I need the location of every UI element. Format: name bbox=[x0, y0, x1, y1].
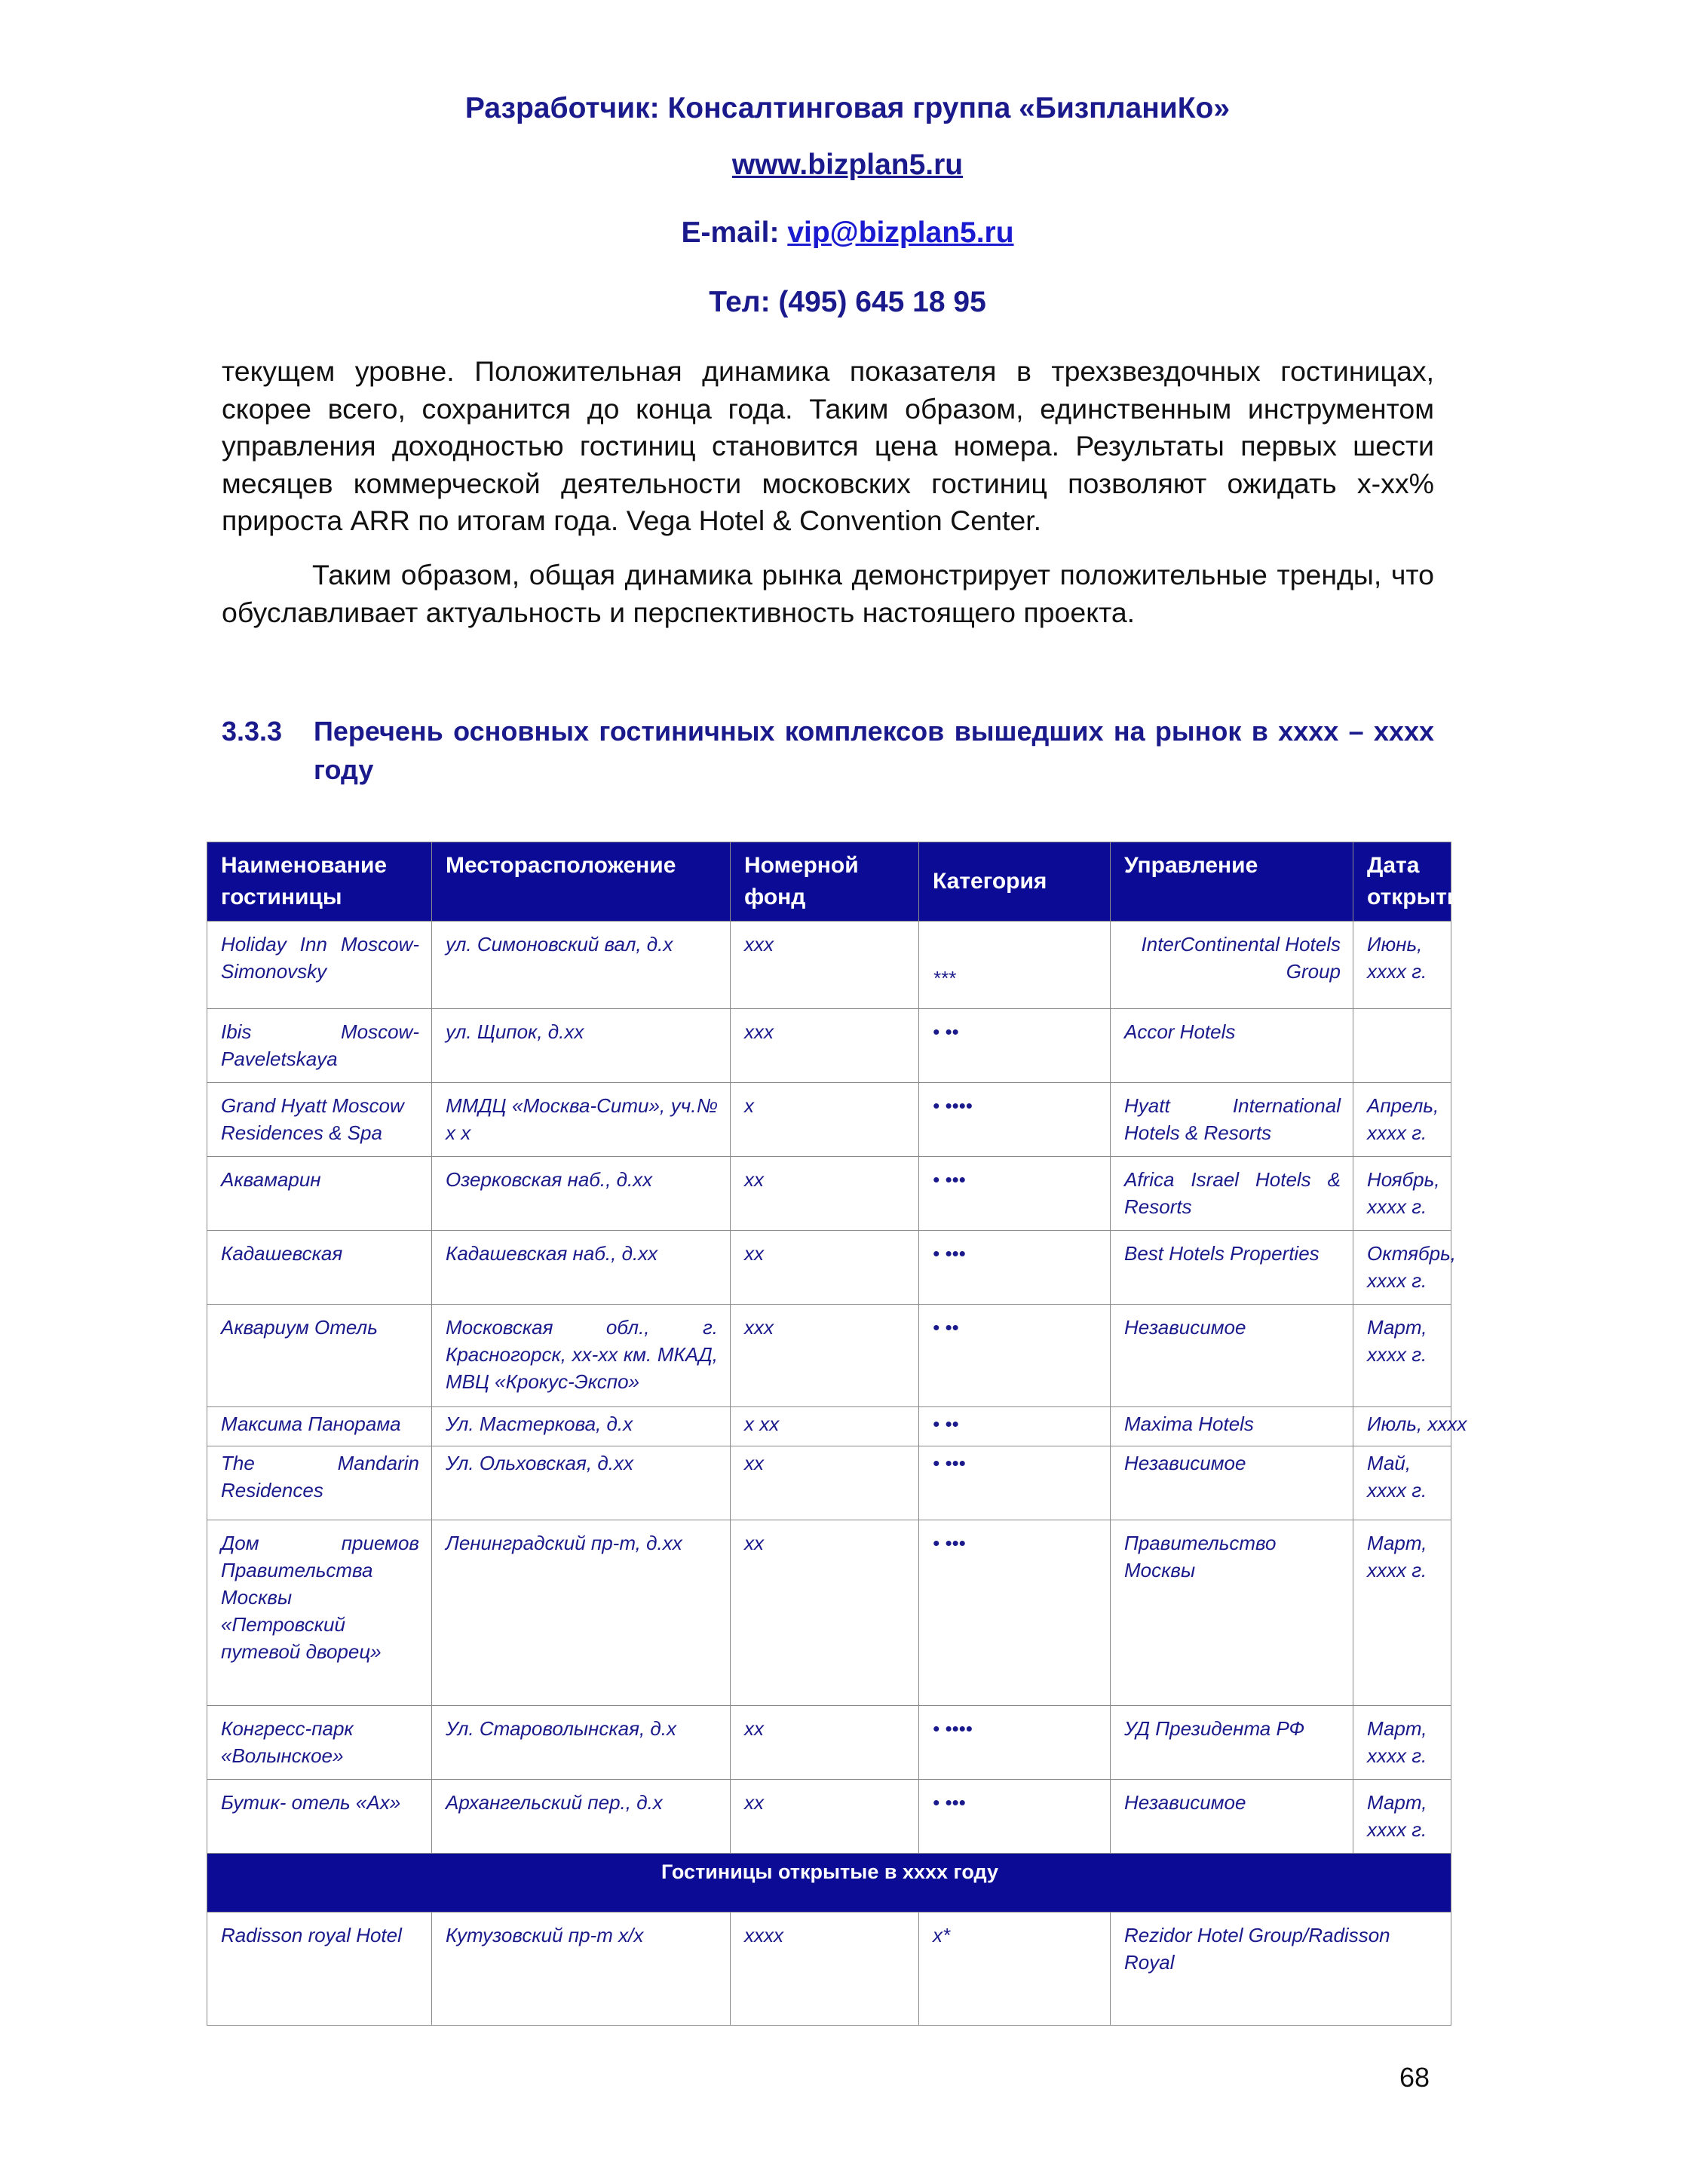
cell-opened bbox=[1353, 1009, 1451, 1083]
email-line bbox=[0, 216, 1695, 250]
table-row bbox=[207, 1083, 1451, 1157]
website-line bbox=[0, 148, 1695, 183]
cell-category: • ••• bbox=[919, 1231, 1111, 1305]
cell-location: Кадашевская наб., д.хх bbox=[432, 1231, 731, 1305]
website-link[interactable]: www.bizplan5.ru bbox=[731, 149, 964, 181]
cell-category: • •••• bbox=[919, 1706, 1111, 1780]
cell-category: *** bbox=[919, 922, 1111, 1009]
cell-rooms: хх bbox=[731, 1520, 919, 1706]
cell-management: УД Президента РФ bbox=[1111, 1706, 1353, 1780]
paragraph-1: текущем уровне. Положительная динамика показателя в трехзвездочных гостиницах, скорее всего, сохранится до конца года. Таким образом, единственным инструментом управления доходностью гостиниц становится цена номера. Результаты первых шести месяцев коммерческой деятельности московских гостиниц позволяют ожидать х-хх% прироста ARR по итогам года. Vega Hotel & Convention Center. bbox=[222, 355, 1434, 536]
cell-rooms: хх bbox=[731, 1231, 919, 1305]
cell-opened: Апрель, хххх г. bbox=[1353, 1083, 1451, 1157]
table-row bbox=[207, 1009, 1451, 1083]
cell-name: Ibis Moscow-Paveletskaya bbox=[207, 1009, 432, 1083]
cell-opened: Октябрь, хххх г. bbox=[1353, 1231, 1451, 1305]
header-location: Месторасположение bbox=[432, 842, 731, 922]
cell-management: InterContinental Hotels Group bbox=[1111, 922, 1353, 1009]
cell-location: ул. Щипок, д.хх bbox=[432, 1009, 731, 1083]
table-row bbox=[207, 1231, 1451, 1305]
cell-name: Radisson royal Hotel bbox=[207, 1913, 432, 2026]
cell-management: Rezidor Hotel Group/Radisson Royal bbox=[1111, 1913, 1451, 2026]
cell-category: • ••• bbox=[919, 1520, 1111, 1706]
cell-rooms: хххх bbox=[731, 1913, 919, 2026]
cell-management: Best Hotels Properties bbox=[1111, 1231, 1353, 1305]
cell-category: • ••• bbox=[919, 1157, 1111, 1231]
cell-location: Кутузовский пр-т х/х bbox=[432, 1913, 731, 2026]
cell-category: • •• bbox=[919, 1009, 1111, 1083]
table-band-row bbox=[207, 1854, 1451, 1913]
cell-name: Grand Hyatt Moscow Residences & Spa bbox=[207, 1083, 432, 1157]
cell-rooms: ххх bbox=[731, 922, 919, 1009]
cell-location: Ул. Староволынская, д.х bbox=[432, 1706, 731, 1780]
header-category: Категория bbox=[919, 842, 1111, 922]
cell-management: Hyatt International Hotels & Resorts bbox=[1111, 1083, 1353, 1157]
cell-management: Правительство Москвы bbox=[1111, 1520, 1353, 1706]
cell-name: Максима Панорама bbox=[207, 1407, 432, 1446]
cell-management: Accor Hotels bbox=[1111, 1009, 1353, 1083]
cell-rooms: хх bbox=[731, 1157, 919, 1231]
cell-opened: Июнь, хххх г. bbox=[1353, 922, 1451, 1009]
cell-opened: Июль, хххх bbox=[1353, 1407, 1451, 1446]
cell-opened: Ноябрь, хххх г. bbox=[1353, 1157, 1451, 1231]
cell-management: Независимое bbox=[1111, 1780, 1353, 1854]
cell-rooms: хх bbox=[731, 1446, 919, 1520]
cell-category: • •• bbox=[919, 1407, 1111, 1446]
cell-category: • •• bbox=[919, 1305, 1111, 1407]
cell-opened: Май, хххх г. bbox=[1353, 1446, 1451, 1520]
cell-location: ММДЦ «Москва-Сити», уч.№ х х bbox=[432, 1083, 731, 1157]
hotels-table bbox=[207, 842, 1474, 2026]
cell-location: Ул. Мастеркова, д.х bbox=[432, 1407, 731, 1446]
cell-management: Maxima Hotels bbox=[1111, 1407, 1353, 1446]
section-number: 3.3.3 bbox=[222, 716, 283, 747]
table-row bbox=[207, 1520, 1451, 1706]
cell-opened: Март, хххх г. bbox=[1353, 1305, 1451, 1407]
cell-rooms: х хх bbox=[731, 1407, 919, 1446]
table-row bbox=[207, 1913, 1451, 2026]
table-row bbox=[207, 1157, 1451, 1231]
header-name: Наименование гостиницы bbox=[207, 842, 432, 922]
cell-location: Ленинградский пр-т, д.хх bbox=[432, 1520, 731, 1706]
cell-location: Ул. Ольховская, д.хх bbox=[432, 1446, 731, 1520]
cell-rooms: хх bbox=[731, 1780, 919, 1854]
table-row bbox=[207, 922, 1451, 1009]
cell-category: х* bbox=[919, 1913, 1111, 2026]
cell-management: Africa Israel Hotels & Resorts bbox=[1111, 1157, 1353, 1231]
section-heading bbox=[222, 712, 1434, 789]
email-label: E-mail: bbox=[681, 216, 788, 249]
cell-name: Аквариум Отель bbox=[207, 1305, 432, 1407]
cell-location: ул. Симоновский вал, д.х bbox=[432, 922, 731, 1009]
table-row bbox=[207, 1446, 1451, 1520]
developer-line: Разработчик: Консалтинговая группа «БизпланиКо» bbox=[464, 92, 1231, 124]
cell-rooms: хх bbox=[731, 1706, 919, 1780]
table-header-row bbox=[207, 842, 1451, 922]
header-rooms: Номерной фонд bbox=[731, 842, 919, 922]
cell-location: Московская обл., г. Красногорск, хх-хх км. МКАД, МВЦ «Крокус-Экспо» bbox=[432, 1305, 731, 1407]
table-row bbox=[207, 1780, 1451, 1854]
cell-management: Независимое bbox=[1111, 1305, 1353, 1407]
cell-name: Кадашевская bbox=[207, 1231, 432, 1305]
cell-category: • •••• bbox=[919, 1083, 1111, 1157]
cell-name: Holiday Inn Moscow-Simonovsky bbox=[207, 922, 432, 1009]
cell-rooms: х bbox=[731, 1083, 919, 1157]
table-row bbox=[207, 1706, 1451, 1780]
page-number: 68 bbox=[1399, 2062, 1430, 2093]
cell-location: Озерковская наб., д.хх bbox=[432, 1157, 731, 1231]
cell-rooms: ххх bbox=[731, 1009, 919, 1083]
cell-name: Аквамарин bbox=[207, 1157, 432, 1231]
cell-opened: Март, хххх г. bbox=[1353, 1520, 1451, 1706]
cell-category: • ••• bbox=[919, 1780, 1111, 1854]
cell-name: Конгресс-парк «Волынское» bbox=[207, 1706, 432, 1780]
cell-category: • ••• bbox=[919, 1446, 1111, 1520]
cell-name: Дом приемов Правительства Москвы «Петровский путевой дворец» bbox=[207, 1520, 432, 1706]
band-label: Гостиницы открытые в хххх году bbox=[207, 1854, 1451, 1913]
phone-line: Тел: (495) 645 18 95 bbox=[709, 286, 986, 318]
header-management: Управление bbox=[1111, 842, 1353, 922]
table-row bbox=[207, 1407, 1451, 1446]
cell-opened: Март, хххх г. bbox=[1353, 1780, 1451, 1854]
cell-name: The Mandarin Residences bbox=[207, 1446, 432, 1520]
cell-name: Бутик- отель «Ах» bbox=[207, 1780, 432, 1854]
cell-rooms: ххх bbox=[731, 1305, 919, 1407]
cell-location: Архангельский пер., д.х bbox=[432, 1780, 731, 1854]
header-opened: Дата открытия bbox=[1353, 842, 1451, 922]
table-row bbox=[207, 1305, 1451, 1407]
email-link[interactable]: vip@bizplan5.ru bbox=[787, 216, 1014, 249]
paragraph-2: Таким образом, общая динамика рынка демонстрирует положительные тренды, что обуславливает актуальность и перспективность настоящего проекта. bbox=[222, 559, 1434, 628]
cell-opened: Март, хххх г. bbox=[1353, 1706, 1451, 1780]
cell-management: Независимое bbox=[1111, 1446, 1353, 1520]
section-title: Перечень основных гостиничных комплексов вышедших на рынок в хххх – хххх году bbox=[314, 716, 1434, 785]
